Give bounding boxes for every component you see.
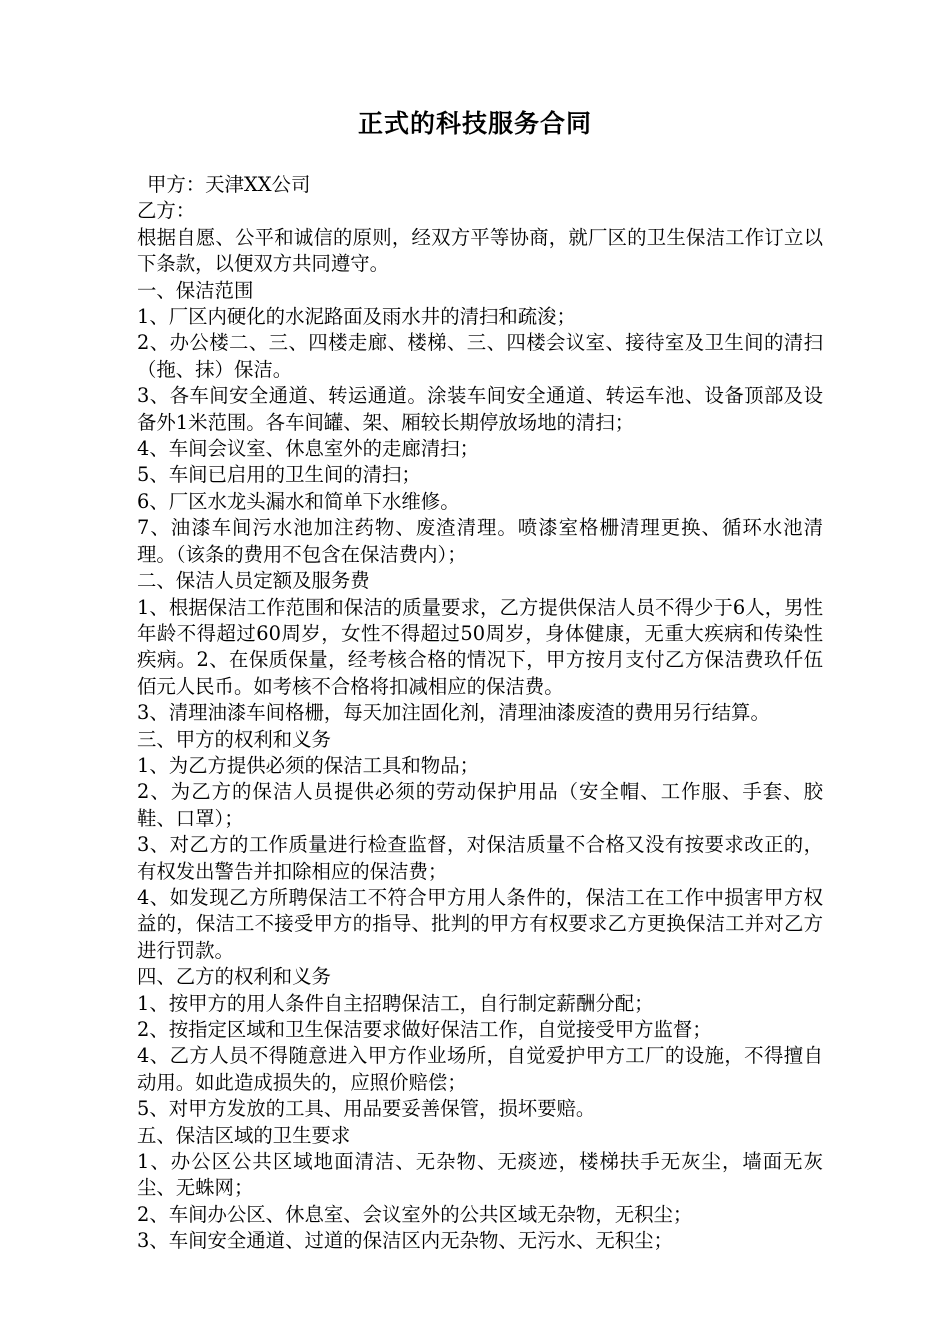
clause-paragraph: 1、按甲方的用人条件自主招聘保洁工，自行制定薪酬分配； [137,991,654,1015]
clause-paragraph: 3、车间安全通道、过道的保洁区内无杂物、无污水、无积尘； [137,1229,673,1253]
clause-paragraph: 4、如发现乙方所聘保洁工不符合甲方用人条件的，保洁工在工作中损害甲方权益的，保洁工不接受甲方的指导、批判的甲方有权要求乙方更换保洁工并对乙方进行罚款。 [137,885,823,962]
preamble-paragraph: 根据自愿、公平和诚信的原则，经双方平等协商，就厂区的卫生保洁工作订立以下条款，以便双方共同遵守。 [137,225,823,276]
clause-paragraph: 2、为乙方的保洁人员提供必须的劳动保护用品（安全帽、工作服、手套、胶鞋、口罩）； [137,780,823,830]
clause-paragraph: 4、车间会议室、休息室外的走廊清扫； [137,437,479,461]
clause-paragraph: 5、对甲方发放的工具、用品要妥善保管，损坏要赔。 [137,1097,596,1121]
clause-paragraph: 3、清理油漆车间格栅，每天加注固化剂，清理油漆废渣的费用另行结算。 [137,701,770,725]
section-heading-party-a-rights: 三、甲方的权利和义务 [137,727,331,751]
section-heading-hygiene: 五、保洁区域的卫生要求 [137,1123,351,1147]
document-title: 正式的科技服务合同 [357,109,592,138]
section-heading-scope: 一、保洁范围 [137,278,254,302]
clause-paragraph: 1、为乙方提供必须的保洁工具和物品； [137,753,479,777]
clause-paragraph: 6、厂区水龙头漏水和简单下水维修。 [137,489,460,513]
clause-paragraph: 3、对乙方的工作质量进行检查监督，对保洁质量不合格又没有按要求改正的，有权发出警告并扣除相应的保洁费； [137,833,823,883]
clause-paragraph: 5、车间已启用的卫生间的清扫； [137,463,421,487]
document-body [137,172,823,1255]
clause-paragraph: 3、各车间安全通道、转运通道。涂装车间安全通道、转运车池、设备顶部及设备外1米范围。各车间罐、架、厢较长期停放场地的清扫； [137,384,823,434]
clause-paragraph: 2、车间办公区、休息室、会议室外的公共区域无杂物，无积尘； [137,1202,693,1226]
clause-paragraph: 4、乙方人员不得随意进入甲方作业场所，自觉爱护甲方工厂的设施，不得擅自动用。如此造成损失的，应照价赔偿； [137,1044,823,1094]
clause-paragraph: 1、办公区公共区域地面清洁、无杂物、无痰迹，楼梯扶手无灰尘，墙面无灰尘、无蛛网； [137,1150,823,1200]
clause-paragraph: 2、办公楼二、三、四楼走廊、楼梯、三、四楼会议室、接待室及卫生间的清扫（拖、抹）保洁。 [137,331,823,381]
section-heading-staffing: 二、保洁人员定额及服务费 [137,569,370,593]
clause-paragraph: 1、根据保洁工作范围和保洁的质量要求，乙方提供保洁人员不得少于6人，男性年龄不得超过60周岁，女性不得超过50周岁，身体健康，无重大疾病和传染性疾病。2、在保质保量，经考核合格的情况下，甲方按月支付乙方保洁费玖仟伍佰元人民币。如考核不合格将扣减相应的保洁费。 [137,595,823,698]
section-heading-party-b-rights: 四、乙方的权利和义务 [137,965,331,989]
clause-paragraph: 1、厂区内硬化的水泥路面及雨水井的清扫和疏浚； [137,305,576,329]
party-b-line: 乙方： [137,199,196,223]
clause-paragraph: 7、油漆车间污水池加注药物、废渣清理。喷漆室格栅清理更换、循环水池清理。（该条的费用不包含在保洁费内）； [137,516,823,566]
party-a-line: 甲方：天津XX公司 [147,173,311,196]
clause-paragraph: 2、按指定区域和卫生保洁要求做好保洁工作，自觉接受甲方监督； [137,1018,712,1041]
